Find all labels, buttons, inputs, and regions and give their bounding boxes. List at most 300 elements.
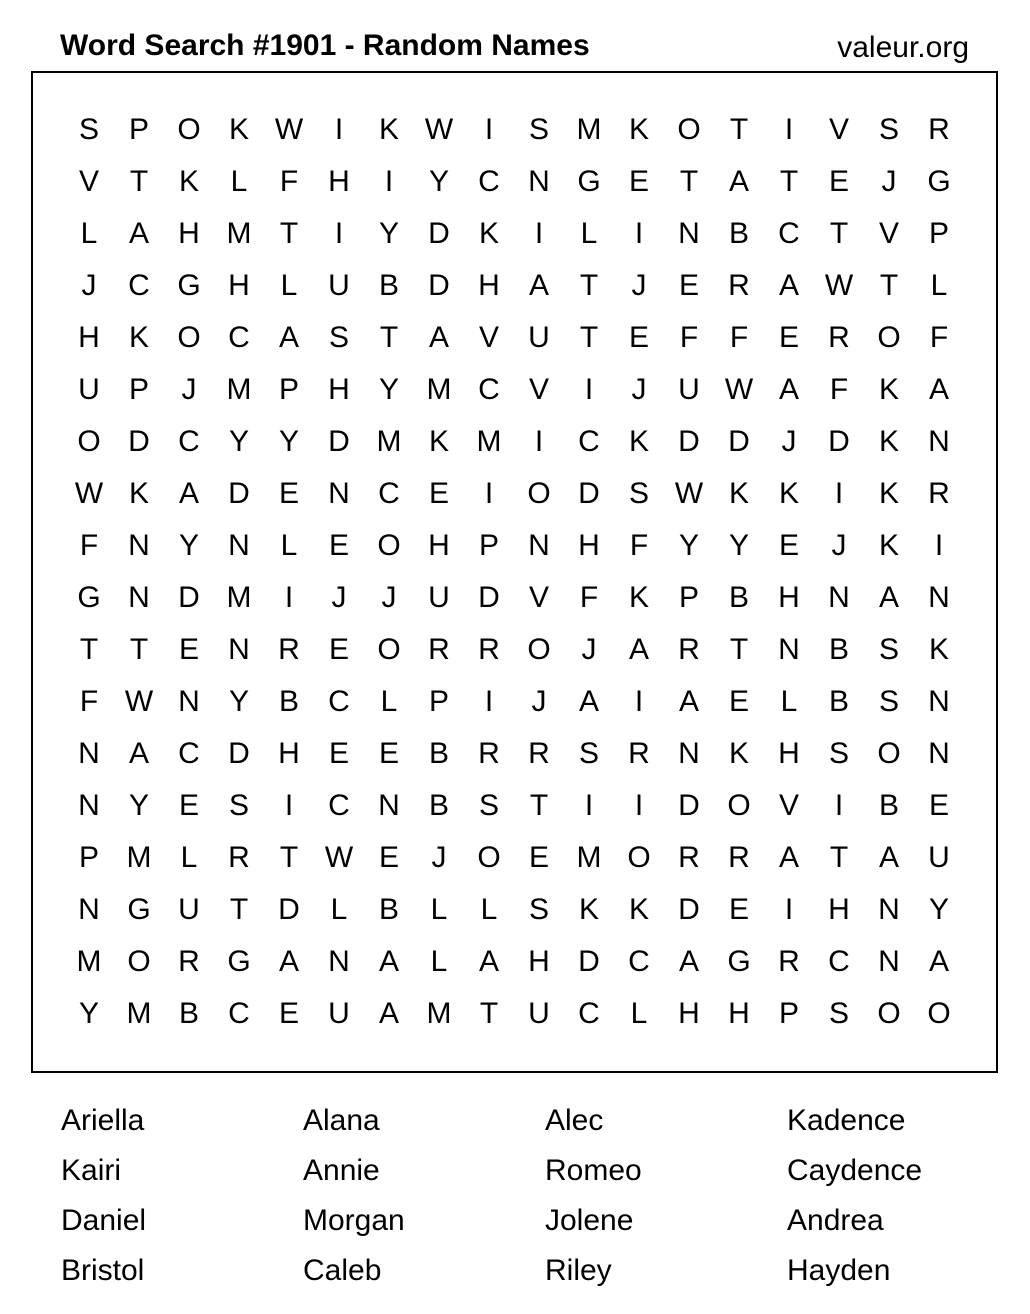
grid-letter[interactable]: T	[279, 841, 299, 874]
grid-letter[interactable]: I	[834, 477, 844, 510]
grid-letter[interactable]: K	[178, 165, 199, 198]
grid-letter[interactable]: I	[834, 789, 844, 822]
grid-letter[interactable]: Y	[378, 373, 399, 406]
grid-letter[interactable]: Y	[178, 529, 199, 562]
grid-letter[interactable]: A	[878, 581, 899, 614]
grid-letter[interactable]: P	[78, 841, 99, 874]
grid-letter[interactable]: G	[127, 893, 151, 926]
grid-letter[interactable]: K	[578, 893, 599, 926]
grid-letter[interactable]: R	[728, 269, 750, 302]
grid-letter[interactable]: A	[128, 217, 149, 250]
grid-letter[interactable]: N	[678, 737, 700, 770]
grid-letter[interactable]: M	[226, 373, 252, 406]
grid-letter[interactable]: T	[679, 165, 699, 198]
grid-letter[interactable]: J	[631, 373, 647, 406]
grid-letter[interactable]: N	[78, 893, 100, 926]
grid-letter[interactable]: A	[778, 269, 799, 302]
grid-letter[interactable]: V	[828, 113, 849, 146]
grid-letter[interactable]: T	[129, 165, 149, 198]
grid-letter[interactable]: M	[426, 373, 452, 406]
grid-letter[interactable]: A	[878, 841, 899, 874]
grid-letter[interactable]: A	[378, 997, 399, 1030]
grid-letter[interactable]: A	[278, 945, 299, 978]
grid-letter[interactable]: K	[928, 633, 949, 666]
grid-letter[interactable]: C	[628, 945, 650, 978]
grid-letter[interactable]: D	[678, 893, 700, 926]
grid-letter[interactable]: H	[678, 997, 700, 1030]
grid-letter[interactable]: Y	[228, 685, 249, 718]
grid-letter[interactable]: A	[428, 321, 449, 354]
grid-letter[interactable]: K	[778, 477, 799, 510]
grid-letter[interactable]: L	[80, 217, 98, 250]
grid-letter[interactable]: T	[379, 321, 399, 354]
grid-letter[interactable]: H	[178, 217, 200, 250]
grid-letter[interactable]: A	[278, 321, 299, 354]
grid-letter[interactable]: Y	[678, 529, 699, 562]
grid-letter[interactable]: D	[678, 789, 700, 822]
grid-letter[interactable]: M	[126, 841, 152, 874]
grid-letter[interactable]: D	[828, 425, 850, 458]
grid-letter[interactable]: U	[428, 581, 450, 614]
grid-letter[interactable]: A	[628, 633, 649, 666]
grid-letter[interactable]: T	[729, 633, 749, 666]
grid-letter[interactable]: A	[178, 477, 199, 510]
grid-letter[interactable]: D	[478, 581, 500, 614]
grid-letter[interactable]: C	[778, 217, 800, 250]
grid-letter[interactable]: A	[678, 685, 699, 718]
grid-letter[interactable]: T	[779, 165, 799, 198]
grid-letter[interactable]: S	[828, 997, 849, 1030]
grid-letter[interactable]: T	[879, 269, 899, 302]
grid-letter[interactable]: B	[828, 685, 849, 718]
grid-letter[interactable]: A	[478, 945, 499, 978]
grid-letter[interactable]: Y	[128, 789, 149, 822]
grid-letter[interactable]: N	[528, 529, 550, 562]
grid-letter[interactable]: L	[430, 945, 448, 978]
grid-letter[interactable]: D	[328, 425, 350, 458]
grid-letter[interactable]: K	[878, 425, 899, 458]
grid-letter[interactable]: L	[780, 685, 798, 718]
grid-letter[interactable]: C	[478, 165, 500, 198]
grid-letter[interactable]: O	[527, 477, 551, 510]
grid-letter[interactable]: U	[528, 997, 550, 1030]
grid-letter[interactable]: N	[178, 685, 200, 718]
grid-letter[interactable]: W	[674, 477, 704, 510]
grid-letter[interactable]: U	[678, 373, 700, 406]
grid-letter[interactable]: H	[828, 893, 850, 926]
grid-letter[interactable]: I	[934, 529, 944, 562]
grid-letter[interactable]: U	[928, 841, 950, 874]
grid-letter[interactable]: E	[428, 477, 449, 510]
grid-letter[interactable]: R	[928, 477, 950, 510]
grid-letter[interactable]: I	[484, 113, 494, 146]
grid-letter[interactable]: T	[229, 893, 249, 926]
grid-letter[interactable]: D	[228, 477, 250, 510]
grid-letter[interactable]: K	[628, 425, 649, 458]
grid-letter[interactable]: D	[428, 269, 450, 302]
grid-letter[interactable]: F	[929, 321, 949, 354]
grid-letter[interactable]: E	[378, 737, 399, 770]
grid-letter[interactable]: N	[128, 581, 150, 614]
grid-letter[interactable]: J	[631, 269, 647, 302]
grid-letter[interactable]: M	[426, 997, 452, 1030]
grid-letter[interactable]: D	[728, 425, 750, 458]
grid-letter[interactable]: N	[878, 945, 900, 978]
grid-letter[interactable]: I	[784, 893, 794, 926]
grid-letter[interactable]: O	[727, 789, 751, 822]
grid-letter[interactable]: I	[634, 789, 644, 822]
grid-letter[interactable]: D	[128, 425, 150, 458]
grid-letter[interactable]: R	[428, 633, 450, 666]
grid-letter[interactable]: S	[78, 113, 99, 146]
grid-letter[interactable]: I	[284, 789, 294, 822]
grid-letter[interactable]: F	[579, 581, 599, 614]
grid-letter[interactable]: D	[428, 217, 450, 250]
grid-letter[interactable]: F	[829, 373, 849, 406]
grid-letter[interactable]: A	[778, 373, 799, 406]
grid-letter[interactable]: K	[628, 581, 649, 614]
grid-letter[interactable]: I	[384, 165, 394, 198]
grid-letter[interactable]: I	[484, 477, 494, 510]
grid-letter[interactable]: P	[128, 113, 149, 146]
grid-letter[interactable]: J	[81, 269, 97, 302]
grid-letter[interactable]: M	[126, 997, 152, 1030]
grid-letter[interactable]: D	[178, 581, 200, 614]
grid-letter[interactable]: O	[377, 529, 401, 562]
grid-letter[interactable]: Y	[378, 217, 399, 250]
grid-letter[interactable]: W	[124, 685, 154, 718]
grid-letter[interactable]: C	[328, 685, 350, 718]
grid-letter[interactable]: N	[228, 529, 250, 562]
grid-letter[interactable]: F	[79, 529, 99, 562]
grid-letter[interactable]: C	[578, 997, 600, 1030]
grid-letter[interactable]: C	[578, 425, 600, 458]
grid-letter[interactable]: E	[178, 633, 199, 666]
grid-letter[interactable]: U	[78, 373, 100, 406]
grid-letter[interactable]: T	[79, 633, 99, 666]
grid-letter[interactable]: E	[778, 321, 799, 354]
grid-letter[interactable]: N	[378, 789, 400, 822]
grid-letter[interactable]: K	[728, 477, 749, 510]
grid-letter[interactable]: K	[878, 373, 899, 406]
grid-letter[interactable]: V	[528, 373, 549, 406]
grid-letter[interactable]: M	[476, 425, 502, 458]
grid-letter[interactable]: H	[778, 581, 800, 614]
grid-letter[interactable]: N	[828, 581, 850, 614]
grid-letter[interactable]: W	[824, 269, 854, 302]
grid-letter[interactable]: J	[781, 425, 797, 458]
grid-letter[interactable]: M	[376, 425, 402, 458]
grid-letter[interactable]: S	[878, 685, 899, 718]
grid-letter[interactable]: J	[431, 841, 447, 874]
grid-letter[interactable]: N	[128, 529, 150, 562]
grid-letter[interactable]: P	[928, 217, 949, 250]
grid-letter[interactable]: W	[424, 113, 454, 146]
grid-letter[interactable]: T	[829, 841, 849, 874]
grid-letter[interactable]: A	[528, 269, 549, 302]
grid-letter[interactable]: K	[428, 425, 449, 458]
grid-letter[interactable]: W	[324, 841, 354, 874]
grid-letter[interactable]: K	[478, 217, 499, 250]
grid-letter[interactable]: L	[280, 269, 298, 302]
grid-letter[interactable]: B	[728, 217, 749, 250]
grid-letter[interactable]: K	[628, 113, 649, 146]
grid-letter[interactable]: M	[576, 113, 602, 146]
grid-letter[interactable]: Y	[228, 425, 249, 458]
grid-letter[interactable]: Y	[78, 997, 99, 1030]
grid-letter[interactable]: N	[928, 737, 950, 770]
grid-letter[interactable]: S	[878, 633, 899, 666]
grid-letter[interactable]: S	[528, 893, 549, 926]
grid-letter[interactable]: D	[678, 425, 700, 458]
grid-letter[interactable]: E	[178, 789, 199, 822]
grid-letter[interactable]: A	[578, 685, 599, 718]
grid-letter[interactable]: M	[76, 945, 102, 978]
grid-letter[interactable]: E	[828, 165, 849, 198]
grid-letter[interactable]: E	[278, 477, 299, 510]
grid-letter[interactable]: O	[177, 113, 201, 146]
grid-letter[interactable]: H	[728, 997, 750, 1030]
grid-letter[interactable]: I	[484, 685, 494, 718]
grid-letter[interactable]: A	[678, 945, 699, 978]
grid-letter[interactable]: J	[581, 633, 597, 666]
grid-letter[interactable]: R	[628, 737, 650, 770]
grid-letter[interactable]: O	[177, 321, 201, 354]
grid-letter[interactable]: O	[527, 633, 551, 666]
grid-letter[interactable]: E	[328, 529, 349, 562]
grid-letter[interactable]: G	[927, 165, 951, 198]
grid-letter[interactable]: L	[930, 269, 948, 302]
grid-letter[interactable]: G	[77, 581, 101, 614]
grid-letter[interactable]: T	[579, 269, 599, 302]
grid-letter[interactable]: A	[728, 165, 749, 198]
grid-letter[interactable]: O	[877, 997, 901, 1030]
grid-letter[interactable]: L	[580, 217, 598, 250]
grid-letter[interactable]: B	[378, 893, 399, 926]
grid-letter[interactable]: G	[727, 945, 751, 978]
grid-letter[interactable]: L	[280, 529, 298, 562]
grid-letter[interactable]: M	[576, 841, 602, 874]
grid-letter[interactable]: A	[928, 945, 949, 978]
grid-letter[interactable]: D	[578, 477, 600, 510]
grid-letter[interactable]: H	[578, 529, 600, 562]
grid-letter[interactable]: N	[78, 789, 100, 822]
grid-letter[interactable]: R	[778, 945, 800, 978]
grid-letter[interactable]: L	[380, 685, 398, 718]
grid-letter[interactable]: L	[180, 841, 198, 874]
grid-letter[interactable]: H	[328, 165, 350, 198]
grid-letter[interactable]: O	[677, 113, 701, 146]
grid-letter[interactable]: E	[328, 737, 349, 770]
grid-letter[interactable]: G	[177, 269, 201, 302]
grid-letter[interactable]: H	[278, 737, 300, 770]
grid-letter[interactable]: E	[278, 997, 299, 1030]
grid-letter[interactable]: R	[228, 841, 250, 874]
grid-letter[interactable]: D	[578, 945, 600, 978]
grid-letter[interactable]: F	[679, 321, 699, 354]
grid-letter[interactable]: C	[828, 945, 850, 978]
grid-letter[interactable]: F	[629, 529, 649, 562]
grid-letter[interactable]: C	[478, 373, 500, 406]
grid-letter[interactable]: P	[678, 581, 699, 614]
grid-letter[interactable]: C	[328, 789, 350, 822]
grid-letter[interactable]: J	[531, 685, 547, 718]
grid-letter[interactable]: G	[577, 165, 601, 198]
grid-letter[interactable]: E	[628, 165, 649, 198]
grid-letter[interactable]: B	[828, 633, 849, 666]
grid-letter[interactable]: P	[778, 997, 799, 1030]
grid-letter[interactable]: K	[378, 113, 399, 146]
grid-letter[interactable]: I	[634, 685, 644, 718]
grid-letter[interactable]: L	[630, 997, 648, 1030]
grid-letter[interactable]: O	[377, 633, 401, 666]
grid-letter[interactable]: I	[284, 581, 294, 614]
grid-letter[interactable]: S	[578, 737, 599, 770]
grid-letter[interactable]: T	[279, 217, 299, 250]
grid-letter[interactable]: I	[634, 217, 644, 250]
grid-letter[interactable]: N	[778, 633, 800, 666]
grid-letter[interactable]: H	[478, 269, 500, 302]
grid-letter[interactable]: K	[128, 321, 149, 354]
grid-letter[interactable]: B	[178, 997, 199, 1030]
grid-letter[interactable]: V	[878, 217, 899, 250]
grid-letter[interactable]: N	[528, 165, 550, 198]
grid-letter[interactable]: R	[678, 633, 700, 666]
grid-letter[interactable]: T	[129, 633, 149, 666]
grid-letter[interactable]: E	[728, 685, 749, 718]
grid-letter[interactable]: C	[178, 425, 200, 458]
grid-letter[interactable]: O	[927, 997, 951, 1030]
grid-letter[interactable]: S	[828, 737, 849, 770]
grid-letter[interactable]: J	[831, 529, 847, 562]
grid-letter[interactable]: L	[230, 165, 248, 198]
grid-letter[interactable]: V	[778, 789, 799, 822]
grid-letter[interactable]: C	[228, 321, 250, 354]
grid-letter[interactable]: O	[477, 841, 501, 874]
grid-letter[interactable]: I	[784, 113, 794, 146]
grid-letter[interactable]: D	[228, 737, 250, 770]
grid-letter[interactable]: J	[881, 165, 897, 198]
grid-letter[interactable]: F	[279, 165, 299, 198]
grid-letter[interactable]: E	[528, 841, 549, 874]
grid-letter[interactable]: K	[128, 477, 149, 510]
grid-letter[interactable]: V	[528, 581, 549, 614]
grid-letter[interactable]: O	[127, 945, 151, 978]
grid-letter[interactable]: G	[227, 945, 251, 978]
grid-letter[interactable]: T	[479, 997, 499, 1030]
grid-letter[interactable]: W	[724, 373, 754, 406]
grid-letter[interactable]: V	[78, 165, 99, 198]
grid-letter[interactable]: E	[778, 529, 799, 562]
grid-letter[interactable]: S	[878, 113, 899, 146]
grid-letter[interactable]: U	[328, 997, 350, 1030]
grid-letter[interactable]: L	[430, 893, 448, 926]
grid-letter[interactable]: T	[529, 789, 549, 822]
grid-letter[interactable]: M	[226, 217, 252, 250]
grid-letter[interactable]: P	[128, 373, 149, 406]
grid-letter[interactable]: S	[528, 113, 549, 146]
grid-letter[interactable]: N	[328, 477, 350, 510]
grid-letter[interactable]: O	[627, 841, 651, 874]
grid-letter[interactable]: H	[778, 737, 800, 770]
grid-letter[interactable]: O	[877, 737, 901, 770]
grid-letter[interactable]: N	[78, 737, 100, 770]
grid-letter[interactable]: H	[328, 373, 350, 406]
grid-letter[interactable]: T	[729, 113, 749, 146]
grid-letter[interactable]: N	[678, 217, 700, 250]
grid-letter[interactable]: A	[378, 945, 399, 978]
grid-letter[interactable]: R	[278, 633, 300, 666]
grid-letter[interactable]: B	[428, 737, 449, 770]
grid-letter[interactable]: Y	[278, 425, 299, 458]
grid-letter[interactable]: T	[579, 321, 599, 354]
grid-letter[interactable]: D	[278, 893, 300, 926]
grid-letter[interactable]: N	[928, 581, 950, 614]
grid-letter[interactable]: R	[728, 841, 750, 874]
grid-letter[interactable]: P	[278, 373, 299, 406]
grid-letter[interactable]: R	[828, 321, 850, 354]
grid-letter[interactable]: I	[534, 217, 544, 250]
grid-letter[interactable]: P	[428, 685, 449, 718]
grid-letter[interactable]: O	[77, 425, 101, 458]
grid-letter[interactable]: S	[628, 477, 649, 510]
grid-letter[interactable]: B	[728, 581, 749, 614]
grid-letter[interactable]: C	[178, 737, 200, 770]
grid-letter[interactable]: J	[181, 373, 197, 406]
grid-letter[interactable]: H	[228, 269, 250, 302]
grid-letter[interactable]: R	[178, 945, 200, 978]
grid-letter[interactable]: S	[228, 789, 249, 822]
grid-letter[interactable]: R	[528, 737, 550, 770]
grid-letter[interactable]: K	[878, 477, 899, 510]
grid-letter[interactable]: N	[928, 425, 950, 458]
grid-letter[interactable]: O	[877, 321, 901, 354]
grid-letter[interactable]: F	[79, 685, 99, 718]
grid-letter[interactable]: N	[328, 945, 350, 978]
grid-letter[interactable]: E	[628, 321, 649, 354]
grid-letter[interactable]: K	[228, 113, 249, 146]
grid-letter[interactable]: E	[378, 841, 399, 874]
grid-letter[interactable]: K	[728, 737, 749, 770]
grid-letter[interactable]: C	[228, 997, 250, 1030]
grid-letter[interactable]: I	[584, 373, 594, 406]
grid-letter[interactable]: A	[778, 841, 799, 874]
grid-letter[interactable]: L	[330, 893, 348, 926]
grid-letter[interactable]: L	[480, 893, 498, 926]
grid-letter[interactable]: R	[478, 633, 500, 666]
grid-letter[interactable]: J	[381, 581, 397, 614]
grid-letter[interactable]: E	[928, 789, 949, 822]
grid-letter[interactable]: B	[378, 269, 399, 302]
grid-letter[interactable]: S	[478, 789, 499, 822]
grid-letter[interactable]: B	[878, 789, 899, 822]
grid-letter[interactable]: B	[278, 685, 299, 718]
grid-letter[interactable]: K	[628, 893, 649, 926]
grid-letter[interactable]: E	[328, 633, 349, 666]
grid-letter[interactable]: A	[128, 737, 149, 770]
grid-letter[interactable]: W	[274, 113, 304, 146]
grid-letter[interactable]: R	[478, 737, 500, 770]
grid-letter[interactable]: Y	[428, 165, 449, 198]
grid-letter[interactable]: Y	[928, 893, 949, 926]
grid-letter[interactable]: Y	[728, 529, 749, 562]
grid-letter[interactable]: P	[478, 529, 499, 562]
grid-letter[interactable]: H	[78, 321, 100, 354]
grid-letter[interactable]: K	[878, 529, 899, 562]
grid-letter[interactable]: E	[728, 893, 749, 926]
grid-letter[interactable]: N	[878, 893, 900, 926]
grid-letter[interactable]: E	[678, 269, 699, 302]
